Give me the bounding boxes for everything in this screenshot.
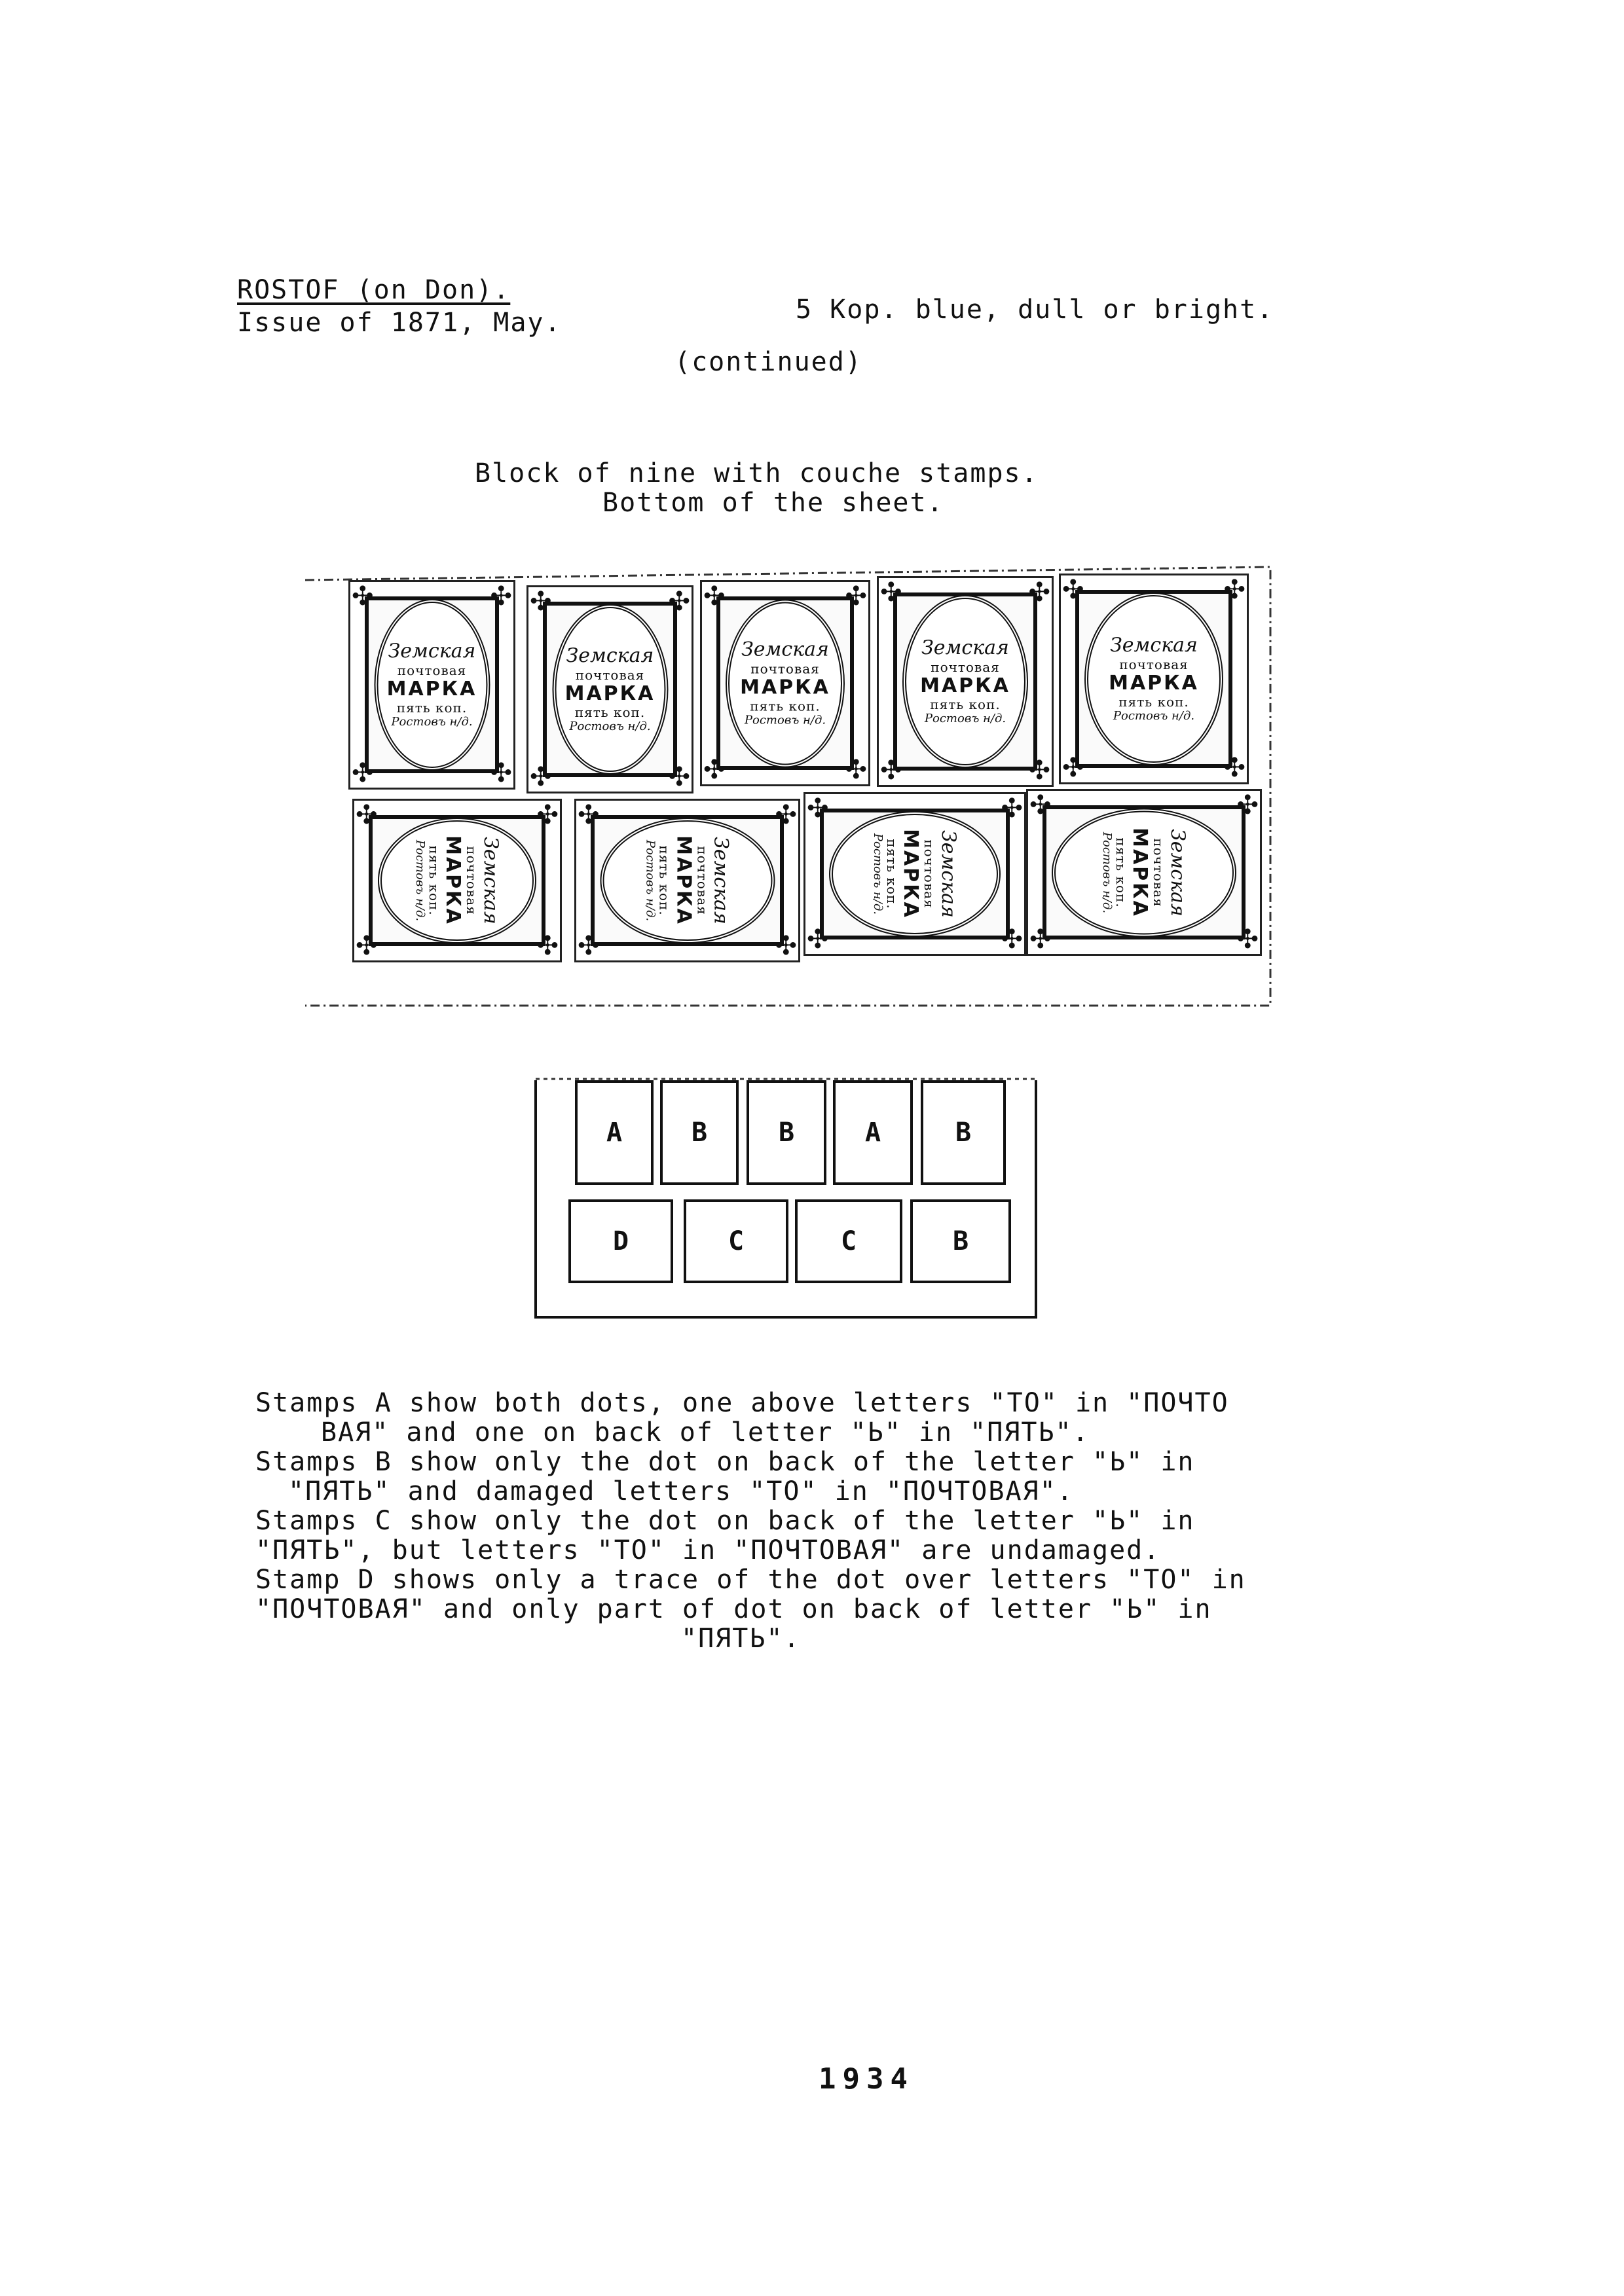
stamp-text-line4: пять коп. xyxy=(426,845,442,916)
diagram-cell-a1: A xyxy=(575,1080,654,1185)
corner-ornament-icon: ✣ xyxy=(1062,753,1084,783)
stamp-text-line3: МАРКА xyxy=(899,829,923,919)
corner-ornament-icon: ✣ xyxy=(536,931,559,961)
stamp-text-line2: почтовая xyxy=(931,659,1000,675)
note-line-6: "ПЯТЬ", but letters "TO" in "ПОЧТОВАЯ" are undamaged. xyxy=(255,1535,1161,1565)
corner-ornament-icon: ✣ xyxy=(1029,924,1052,955)
caption-line-1: Block of nine with couche stamps. xyxy=(475,458,1039,488)
issue-line: Issue of 1871, May. xyxy=(237,308,562,338)
diagram-cell-b4: B xyxy=(910,1199,1011,1283)
corner-ornament-icon: ✣ xyxy=(1001,924,1023,955)
stamp-text-line4: пять коп. xyxy=(883,839,900,909)
stamp-text-line5: Ростовъ н/д. xyxy=(569,720,651,734)
corner-ornament-icon: ✣ xyxy=(845,581,867,611)
stamp-text-line3: МАРКА xyxy=(1109,671,1199,695)
corner-ornament-icon: ✣ xyxy=(352,758,374,788)
corner-ornament-icon: ✣ xyxy=(578,800,600,830)
stamp-text-line4: пять коп. xyxy=(574,704,646,721)
corner-ornament-icon: ✣ xyxy=(1029,790,1052,820)
stamp-text-line4: пять коп. xyxy=(1118,694,1189,710)
stamp-text-line3: МАРКА xyxy=(740,676,830,699)
stamp-oval xyxy=(1052,808,1236,937)
diagram-cell-b2: B xyxy=(747,1080,826,1185)
stamp-text-line2: почтовая xyxy=(1119,656,1189,672)
stamp-text-line4: пять коп. xyxy=(656,845,673,916)
corner-ornament-icon: ✣ xyxy=(807,924,829,955)
stamp-text-line3: МАРКА xyxy=(386,677,477,701)
stamp-text-line2: почтовая xyxy=(693,846,710,915)
bottom-row-stamp-4 xyxy=(1026,789,1262,956)
corner-ornament-icon: ✣ xyxy=(1236,790,1259,820)
corner-ornament-icon: ✣ xyxy=(703,581,726,611)
corner-ornament-icon: ✣ xyxy=(668,762,690,792)
corner-ornament-icon: ✣ xyxy=(578,931,600,961)
stamp-text-line1: Земская xyxy=(1166,828,1189,917)
corner-ornament-icon: ✣ xyxy=(775,800,797,830)
stamp-oval xyxy=(600,818,775,943)
bottom-row-stamp-3 xyxy=(803,792,1026,956)
stamp-text-line2: почтовая xyxy=(750,661,820,677)
note-line-2: ВАЯ" and one on back of letter "Ь" in "ПЯТЬ". xyxy=(321,1417,1090,1448)
stamp-text-line2: почтовая xyxy=(575,666,645,683)
diagram-cell-c2: C xyxy=(795,1199,902,1283)
corner-ornament-icon: ✣ xyxy=(356,800,378,830)
corner-ornament-icon: ✣ xyxy=(845,755,867,785)
stamp-text-line5: Ростовъ н/д. xyxy=(643,839,657,922)
corner-ornament-icon: ✣ xyxy=(1001,793,1023,824)
bottom-row-stamp-2 xyxy=(574,799,800,962)
stamp-text-line3: МАРКА xyxy=(441,835,465,926)
stamp-text-line2: почтовая xyxy=(464,846,480,915)
corner-ornament-icon: ✣ xyxy=(530,587,552,617)
stamp-text-line1: Земская xyxy=(709,837,733,924)
stamp-oval xyxy=(552,604,668,774)
stamp-text-line1: Земская xyxy=(566,644,654,668)
corner-ornament-icon: ✣ xyxy=(490,758,512,788)
stamp-text-line4: пять коп. xyxy=(930,697,1001,713)
corner-ornament-icon: ✣ xyxy=(1223,575,1246,605)
stamp-description: 5 Kop. blue, dull or bright. xyxy=(796,295,1274,325)
corner-ornament-icon: ✣ xyxy=(536,800,559,830)
stamp-text-line3: МАРКА xyxy=(1128,827,1152,918)
corner-ornament-icon: ✣ xyxy=(880,756,902,786)
note-line-7: Stamp D shows only a trace of the dot over letters "TO" in xyxy=(255,1565,1246,1595)
corner-ornament-icon: ✣ xyxy=(530,762,552,792)
corner-ornament-icon: ✣ xyxy=(352,581,374,611)
stamp-text-line2: почтовая xyxy=(1151,837,1167,907)
stamp-oval xyxy=(902,595,1028,768)
stamp-oval xyxy=(726,599,845,767)
stamp-text-line5: Ростовъ н/д. xyxy=(391,715,473,729)
corner-ornament-icon: ✣ xyxy=(807,793,829,824)
note-line-9: "ПЯТЬ". xyxy=(681,1624,801,1654)
stamp-oval xyxy=(378,818,536,943)
stamp-text-line4: пять коп. xyxy=(750,698,821,714)
diagram-cell-d1: D xyxy=(568,1199,673,1283)
stamp-text-line4: пять коп. xyxy=(396,700,468,716)
corner-ornament-icon: ✣ xyxy=(1028,756,1050,786)
stamp-text-line4: пять коп. xyxy=(1113,837,1129,908)
corner-ornament-icon: ✣ xyxy=(775,931,797,961)
top-row-stamp-1 xyxy=(348,580,515,790)
stamp-text-line1: Земская xyxy=(388,640,476,663)
diagram-cell-b1: B xyxy=(660,1080,739,1185)
note-line-4: "ПЯТЬ" and damaged letters "TO" in "ПОЧТОВАЯ". xyxy=(288,1476,1074,1506)
continued-label: (continued) xyxy=(674,347,862,377)
diagram-cell-b3: B xyxy=(921,1080,1006,1185)
stamp-text-line1: Земская xyxy=(921,636,1009,660)
bottom-row-stamp-1 xyxy=(352,799,562,962)
note-line-1: Stamps A show both dots, one above letters "TO" in "ПОЧТО xyxy=(255,1388,1229,1418)
stamp-oval xyxy=(1084,592,1223,765)
note-line-8: "ПОЧТОВАЯ" and only part of dot on back of letter "Ь" in xyxy=(255,1594,1212,1624)
corner-ornament-icon: ✣ xyxy=(880,577,902,608)
stamp-text-line3: МАРКА xyxy=(920,674,1010,697)
stamp-text-line5: Ростовъ н/д. xyxy=(1113,709,1195,723)
position-diagram xyxy=(534,1074,1039,1319)
corner-ornament-icon: ✣ xyxy=(490,581,512,611)
stamp-oval xyxy=(829,811,1001,937)
caption-line-2: Bottom of the sheet. xyxy=(602,488,944,518)
stamp-text-line5: Ростовъ н/д. xyxy=(744,713,826,727)
stamp-text-line2: почтовая xyxy=(397,662,467,678)
stamp-text-line3: МАРКА xyxy=(671,835,695,926)
top-row-stamp-2 xyxy=(526,585,693,793)
top-row-stamp-4 xyxy=(877,576,1054,787)
stamp-text-line1: Земская xyxy=(936,830,960,918)
stamp-text-line3: МАРКА xyxy=(564,682,655,705)
stamp-block-image xyxy=(303,563,1272,1008)
corner-ornament-icon: ✣ xyxy=(1028,577,1050,608)
stamp-text-line1: Земская xyxy=(1110,634,1198,657)
stamp-text-line5: Ростовъ н/д. xyxy=(870,833,885,915)
top-row-stamp-5 xyxy=(1059,574,1249,784)
stamp-text-line5: Ростовъ н/д. xyxy=(1099,831,1114,913)
corner-ornament-icon: ✣ xyxy=(1236,924,1259,955)
corner-ornament-icon: ✣ xyxy=(1062,575,1084,605)
corner-ornament-icon: ✣ xyxy=(703,755,726,785)
diagram-cell-a2: A xyxy=(833,1080,913,1185)
note-line-5: Stamps C show only the dot on back of the letter "Ь" in xyxy=(255,1506,1195,1536)
stamp-text-line1: Земская xyxy=(741,638,829,661)
diagram-cell-c1: C xyxy=(684,1199,788,1283)
corner-ornament-icon: ✣ xyxy=(668,587,690,617)
page-number: 1934 xyxy=(819,2062,914,2096)
stamp-text-line2: почтовая xyxy=(921,839,938,909)
stamp-text-line5: Ростовъ н/д. xyxy=(413,839,427,922)
corner-ornament-icon: ✣ xyxy=(356,931,378,961)
stamp-oval xyxy=(374,599,490,771)
stamp-text-line1: Земская xyxy=(479,837,502,924)
page-title: ROSTOF (on Don). xyxy=(237,275,511,305)
corner-ornament-icon: ✣ xyxy=(1223,753,1246,783)
note-line-3: Stamps B show only the dot on back of the letter "Ь" in xyxy=(255,1447,1195,1477)
stamp-text-line5: Ростовъ н/д. xyxy=(924,712,1006,726)
top-row-stamp-3 xyxy=(700,580,870,786)
